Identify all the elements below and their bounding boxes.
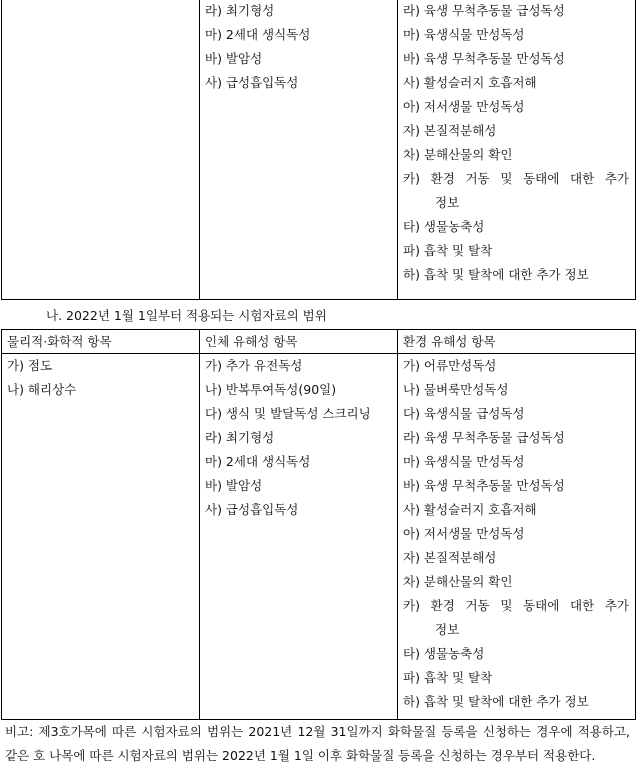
list-item: 차) 분해산물의 확인 [403, 147, 513, 162]
list-item: 하) 흡착 및 탈착에 대한 추가 정보 [403, 267, 589, 282]
list-item: 자) 본질적분해성 [403, 550, 497, 565]
list-item: 라) 육생 무척추동물 급성독성 [403, 430, 565, 445]
test-data-table-2022 [1, 329, 636, 720]
list-item: 하) 흡착 및 탈착에 대한 추가 정보 [403, 694, 589, 709]
list-item: 가) 추가 유전독성 [205, 358, 303, 373]
list-item: 라) 최기형성 [205, 430, 275, 445]
list-item: 사) 활성슬러지 호흡저해 [403, 75, 537, 90]
list-item: 타) 생물농축성 [403, 646, 485, 661]
human-hazard-column [200, 0, 398, 300]
list-item: 바) 육생 무척추동물 만성독성 [403, 478, 565, 493]
section-title: 나. 2022년 1월 1일부터 적용되는 시험자료의 범위 [46, 308, 327, 323]
physchem-column [2, 354, 200, 720]
physchem-column [2, 0, 200, 300]
list-item: 다) 육생식물 급성독성 [403, 406, 525, 421]
list-item: 가) 어류만성독성 [403, 358, 497, 373]
list-item: 타) 생물농축성 [403, 219, 485, 234]
list-item: 바) 육생 무척추동물 만성독성 [403, 51, 565, 66]
header-human-hazard: 인체 유해성 항목 [200, 330, 398, 354]
list-item: 마) 육생식물 만성독성 [403, 27, 525, 42]
list-item: 나) 해리상수 [7, 382, 77, 397]
list-item: 사) 활성슬러지 호흡저해 [403, 502, 537, 517]
list-item: 가) 점도 [7, 358, 53, 373]
list-item: 바) 발암성 [205, 51, 263, 66]
list-item: 아) 저서생물 만성독성 [403, 526, 525, 541]
list-item: 나) 물벼룩만성독성 [403, 382, 509, 397]
list-item: 마) 2세대 생식독성 [205, 454, 311, 469]
header-env-hazard: 환경 유해성 항목 [398, 330, 636, 354]
list-item: 사) 급성흡입독성 [205, 75, 299, 90]
list-item: 카) 환경 거동 및 동태에 대한 추가 [403, 171, 629, 186]
env-hazard-column [398, 0, 636, 300]
list-item: 카) 환경 거동 및 동태에 대한 추가 [403, 598, 629, 613]
header-physchem: 물리적·화학적 항목 [2, 330, 200, 354]
list-item: 마) 육생식물 만성독성 [403, 454, 525, 469]
list-item: 자) 본질적분해성 [403, 123, 497, 138]
list-item: 바) 발암성 [205, 478, 263, 493]
list-item: 파) 흡착 및 탈착 [403, 243, 493, 258]
list-item: 아) 저서생물 만성독성 [403, 99, 525, 114]
list-item: 사) 급성흡입독성 [205, 502, 299, 517]
remarks-note: 비고: 제3호가목에 따른 시험자료의 범위는 2021년 12월 31일까지 화학물질 등록을 신청하는 경우에 적용하고, 같은 호 나목에 따른 시험자료의 범위는 2022년 1월 1일 이후 화학물질 등록을 신청하는 경우부터 적용한다. [5, 724, 630, 763]
list-item: 나) 반복투여독성(90일) [205, 382, 337, 397]
list-item: 파) 흡착 및 탈착 [403, 670, 493, 685]
list-item: 다) 생식 및 발달독성 스크리닝 [205, 406, 371, 421]
list-item: 마) 2세대 생식독성 [205, 27, 311, 42]
test-data-table-continued [1, 0, 636, 300]
list-item-continuation: 정보 [435, 195, 460, 210]
list-item: 차) 분해산물의 확인 [403, 574, 513, 589]
human-hazard-column [200, 354, 398, 720]
list-item-continuation: 정보 [435, 622, 460, 637]
list-item: 라) 육생 무척추동물 급성독성 [403, 3, 565, 18]
env-hazard-column [398, 354, 636, 720]
list-item: 라) 최기형성 [205, 3, 275, 18]
